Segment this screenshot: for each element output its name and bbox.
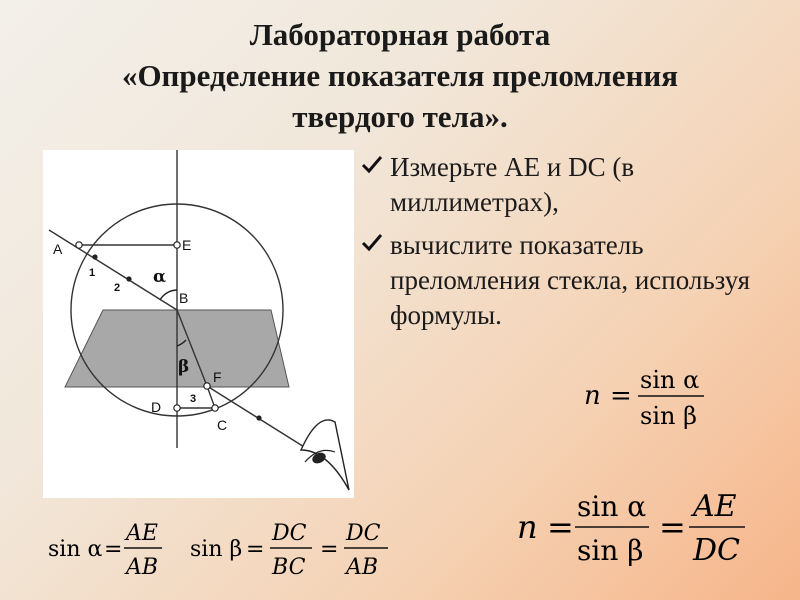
equals-sign: = xyxy=(246,537,265,562)
label-c: C xyxy=(217,417,228,433)
formula-sa-den: AB xyxy=(126,555,159,580)
pin-3 xyxy=(256,415,261,420)
formula-sb-den2: AB xyxy=(346,555,379,580)
point-d xyxy=(174,405,180,411)
equals-sign: = xyxy=(610,381,632,411)
formula-sb-den1: BC xyxy=(272,555,306,580)
label-a: A xyxy=(53,241,63,257)
point-f xyxy=(204,383,210,389)
diagram-svg xyxy=(43,150,354,498)
instruction-item xyxy=(360,150,780,220)
formula-full-lhs: n xyxy=(517,508,538,546)
title-line-3: твердого тела». xyxy=(292,99,508,134)
label-alpha: α xyxy=(153,267,167,287)
slide-title xyxy=(40,14,760,137)
pin-1 xyxy=(92,254,97,259)
instruction-text-1: Измерьте AE и DC (в миллиметрах), xyxy=(390,152,635,217)
label-3: 3 xyxy=(190,393,197,405)
refraction-diagram xyxy=(43,150,354,498)
formula-sa-lhs: sin α xyxy=(48,537,103,562)
title-line-2: «Определение показателя преломления xyxy=(121,58,679,93)
formula-sin-beta xyxy=(188,516,398,591)
eye-icon xyxy=(301,420,349,490)
formula-n-ratio xyxy=(580,362,710,439)
point-e xyxy=(174,242,180,248)
formula-n-full xyxy=(513,480,753,581)
label-e: E xyxy=(182,237,192,253)
formula-full-den2: DC xyxy=(693,533,741,568)
equals-sign: = xyxy=(320,537,339,562)
pin-2 xyxy=(126,276,131,281)
formula-sb-num2: DC xyxy=(346,521,381,546)
formula-n-num: sin α xyxy=(640,366,700,394)
formula-n-lhs: n xyxy=(584,381,601,411)
formula-full-num1: sin α xyxy=(577,490,647,523)
equals-sign: = xyxy=(104,537,123,562)
instruction-text-2: вычислите показатель преломления стекла, используя формулы. xyxy=(390,230,751,330)
formula-full-den1: sin β xyxy=(577,534,644,567)
instruction-item xyxy=(360,228,780,333)
formula-sa-num: AE xyxy=(126,521,158,546)
label-b: B xyxy=(179,290,189,306)
title-line-1: Лабораторная работа xyxy=(249,17,551,52)
label-d: D xyxy=(151,399,162,415)
equals-sign: = xyxy=(659,508,686,546)
formula-sin-alpha xyxy=(46,516,166,591)
checkmark-icon xyxy=(360,152,384,176)
formula-sb-num1: DC xyxy=(272,521,307,546)
formula-full-num2: AE xyxy=(693,489,737,524)
formula-sb-lhs: sin β xyxy=(190,537,243,562)
point-c xyxy=(212,405,218,411)
label-f: F xyxy=(213,369,222,385)
alpha-arc xyxy=(160,290,177,300)
label-beta: β xyxy=(178,357,190,377)
instruction-list xyxy=(360,150,780,341)
point-a xyxy=(76,242,82,248)
label-2: 2 xyxy=(114,282,121,294)
checkmark-icon xyxy=(360,230,384,254)
equals-sign: = xyxy=(547,508,574,546)
formula-n-den: sin β xyxy=(640,402,697,430)
label-1: 1 xyxy=(89,267,96,279)
